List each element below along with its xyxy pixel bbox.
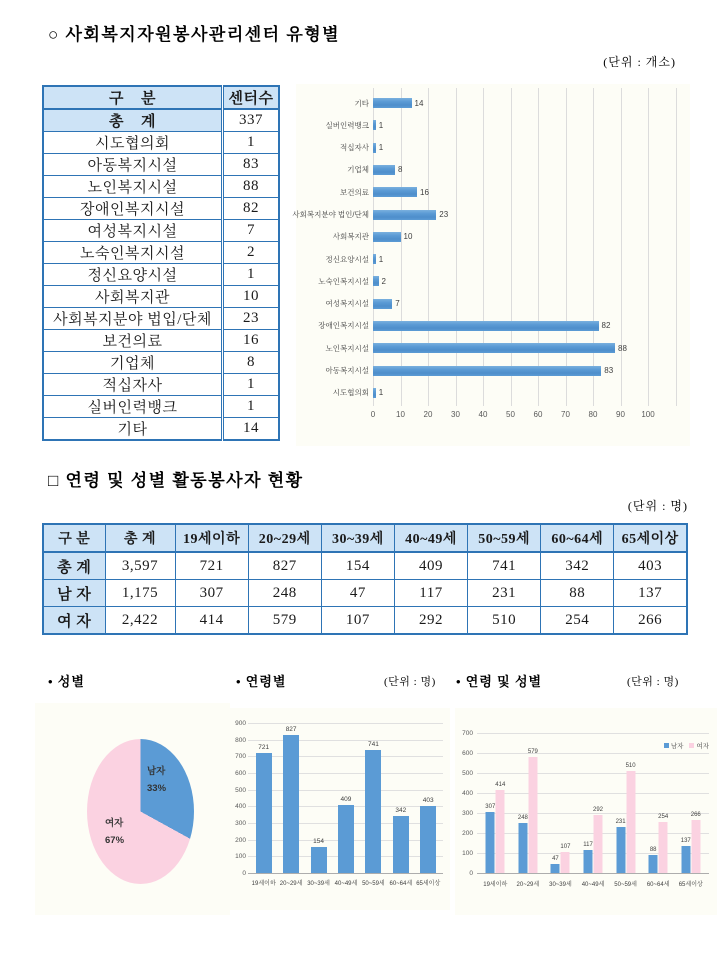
column-header: 40~49세 — [394, 524, 467, 552]
bar — [393, 816, 409, 873]
category-label: 사회복지분야 법인/단체 — [292, 210, 369, 220]
bar — [373, 388, 376, 398]
table-row — [43, 607, 687, 635]
data-label: 409 — [340, 795, 352, 803]
y-axis-tick: 0 — [469, 870, 473, 877]
bar — [583, 841, 593, 873]
cell-value: 579 — [248, 607, 321, 635]
cell-value: 2,422 — [105, 607, 175, 635]
table-row — [43, 374, 279, 396]
x-axis-tick: 60 — [533, 410, 543, 419]
center-type-bar-chart — [292, 84, 690, 446]
total-row-value: 337 — [223, 109, 279, 132]
pie-chart-title: • 성별 — [48, 674, 85, 689]
bar-pair — [680, 811, 701, 873]
data-label: 292 — [593, 806, 604, 813]
table-row — [43, 552, 687, 580]
table-header-row — [43, 524, 687, 552]
slice-percent: 33% — [147, 783, 167, 794]
table-row — [43, 396, 279, 418]
category-label: 50~59세 — [362, 881, 385, 887]
category-label: 여성복지시설 — [325, 299, 369, 309]
table-row — [43, 132, 279, 154]
x-axis-tick: 70 — [561, 410, 570, 419]
category-label: 기업체 — [347, 165, 369, 175]
cell-value: 403 — [614, 552, 687, 580]
bar — [373, 210, 436, 220]
cell-value: 827 — [248, 552, 321, 580]
category-label: 19세이하 — [483, 882, 508, 888]
category-label: 60~64세 — [646, 882, 670, 888]
y-axis-tick: 300 — [462, 810, 473, 817]
pie-slice-label — [147, 763, 166, 797]
y-axis-tick: 0 — [242, 870, 246, 877]
bar-row — [296, 159, 690, 181]
cell-value: 16 — [223, 330, 279, 352]
data-label: 1 — [378, 143, 384, 153]
bar — [256, 753, 272, 873]
center-type-table — [42, 85, 280, 441]
category-label: 적십자사 — [340, 143, 369, 153]
bar-pair — [485, 782, 506, 873]
table-row — [43, 220, 279, 242]
cell-value: 510 — [468, 607, 541, 635]
table-row — [43, 418, 279, 441]
bar — [485, 803, 496, 873]
bar-group — [479, 733, 512, 873]
y-axis-tick: 100 — [462, 850, 473, 857]
data-label: 510 — [625, 763, 636, 769]
bar — [365, 750, 381, 874]
grouped-chart-unit-label: (단위 : 명) — [627, 676, 679, 688]
category-label: 시도협의회 — [332, 388, 369, 398]
category-label: 30~39세 — [307, 881, 330, 887]
row-label: 총 계 — [43, 552, 105, 580]
bar-columns — [250, 723, 442, 873]
section1-title: ○ 사회복지자원봉사관리센터 유형별 — [48, 25, 341, 44]
cell-value: 10 — [223, 286, 279, 308]
bar — [420, 806, 436, 873]
category-label: 아동복지시설 — [325, 366, 369, 376]
bar — [373, 143, 376, 153]
y-axis-tick: 700 — [235, 753, 246, 761]
age-chart-title: • 연령별 — [236, 674, 287, 689]
pie — [87, 739, 194, 884]
y-axis-tick: 200 — [235, 836, 246, 844]
data-label: 47 — [552, 855, 559, 862]
cell-value: 409 — [394, 552, 467, 580]
table-row — [43, 154, 279, 176]
age-bar-chart — [228, 708, 450, 910]
bar-row — [296, 270, 690, 292]
cell-value: 1 — [223, 132, 279, 154]
bar — [517, 815, 528, 873]
bar-column — [387, 723, 414, 873]
data-label: 414 — [495, 782, 506, 789]
column-header: 65세이상 — [614, 524, 687, 552]
table-row — [43, 198, 279, 220]
data-label: 741 — [367, 740, 379, 748]
bar-row — [296, 359, 690, 381]
age-chart-unit-label: (단위 : 명) — [384, 676, 436, 688]
legend-label: 남자 — [670, 743, 684, 750]
x-axis-tick: 0 — [370, 410, 376, 419]
age-gender-table — [42, 523, 688, 635]
bar-rows — [292, 92, 690, 404]
grouped-chart-title: • 연령 및 성별 — [456, 674, 543, 689]
data-label: 1 — [378, 120, 384, 130]
bar-pair — [517, 749, 538, 873]
category-label: 기타 — [354, 98, 369, 108]
data-label: 107 — [560, 843, 571, 850]
data-label: 1 — [378, 388, 384, 398]
category-label: 30~39세 — [549, 882, 572, 888]
table-header-row — [43, 86, 279, 109]
table-row — [43, 286, 279, 308]
row-label: 여성복지시설 — [43, 220, 223, 242]
cell-value: 83 — [223, 154, 279, 176]
column-header: 20~29세 — [248, 524, 321, 552]
bar-pair — [583, 806, 604, 873]
row-label: 남 자 — [43, 580, 105, 607]
x-axis-tick: 20 — [423, 410, 433, 419]
table-row — [43, 176, 279, 198]
x-axis-tick: 30 — [451, 410, 460, 419]
y-axis-tick: 100 — [235, 853, 246, 861]
column-header: 센터수 — [223, 86, 279, 109]
category-label: 40~49세 — [581, 882, 605, 888]
data-label: 117 — [583, 841, 593, 848]
data-label: 1 — [378, 254, 384, 264]
category-label: 보건의료 — [340, 187, 369, 197]
bar — [373, 98, 412, 108]
data-label: 83 — [604, 366, 614, 376]
y-axis-tick: 500 — [462, 770, 473, 777]
category-label: 60~64세 — [389, 881, 413, 887]
category-labels — [250, 878, 442, 887]
bar — [373, 254, 376, 264]
row-label: 정신요양시설 — [43, 264, 223, 286]
cell-value: 14 — [223, 418, 279, 441]
bar-column — [360, 723, 387, 873]
x-axis-tick: 80 — [588, 410, 598, 419]
cell-value: 107 — [321, 607, 394, 635]
data-label: 137 — [680, 837, 691, 844]
category-label: 40~49세 — [334, 881, 358, 887]
cell-value: 342 — [541, 552, 614, 580]
bar — [649, 847, 658, 873]
bar-group — [642, 733, 675, 873]
bar-pair — [551, 843, 571, 873]
row-label: 기타 — [43, 418, 223, 441]
cell-value: 82 — [223, 198, 279, 220]
y-axis-tick: 600 — [235, 770, 246, 777]
cell-value: 741 — [468, 552, 541, 580]
bar — [373, 232, 401, 242]
data-label: 307 — [485, 803, 496, 810]
row-label: 아동복지시설 — [43, 154, 223, 176]
row-label: 장애인복지시설 — [43, 198, 223, 220]
bar — [373, 276, 379, 286]
cell-value: 3,597 — [105, 552, 175, 580]
bar — [373, 343, 615, 353]
data-label: 266 — [690, 811, 701, 818]
category-label: 19세이하 — [251, 881, 276, 887]
category-label: 정신요양시설 — [325, 254, 369, 264]
category-label: 50~59세 — [614, 882, 637, 888]
cell-value: 1 — [223, 264, 279, 286]
y-axis-tick: 700 — [462, 730, 473, 737]
table-row — [43, 580, 687, 607]
column-header: 구 분 — [43, 86, 223, 109]
bar-row — [296, 315, 690, 337]
bar-column — [305, 723, 332, 873]
y-axis-tick: 600 — [462, 750, 473, 757]
category-label: 65세이상 — [678, 882, 703, 888]
bar — [551, 855, 560, 873]
data-label: 342 — [395, 807, 407, 814]
cell-value: 292 — [394, 607, 467, 635]
cell-value: 88 — [541, 580, 614, 607]
bar — [680, 837, 691, 873]
bar — [495, 782, 506, 873]
bar — [373, 366, 601, 376]
row-label: 기업체 — [43, 352, 223, 374]
gridline — [248, 873, 443, 874]
total-row — [43, 109, 279, 132]
cell-value: 23 — [223, 308, 279, 330]
bar — [373, 321, 599, 331]
pie-slice-label — [105, 815, 124, 849]
bar-row — [296, 382, 690, 404]
row-label: 노숙인복지시설 — [43, 242, 223, 264]
cell-value: 8 — [223, 352, 279, 374]
cell-value: 137 — [614, 580, 687, 607]
legend-label: 여자 — [696, 743, 709, 750]
cell-value: 1 — [223, 374, 279, 396]
y-axis-tick: 800 — [235, 736, 246, 744]
bar — [373, 120, 376, 130]
bar-row — [296, 137, 690, 159]
row-label: 사회복지관 — [43, 286, 223, 308]
bar — [593, 806, 604, 873]
cell-value: 88 — [223, 176, 279, 198]
bar-group — [674, 733, 707, 873]
data-label: 721 — [258, 743, 270, 751]
bar — [373, 299, 392, 309]
x-axis-tick: 40 — [478, 410, 488, 419]
data-label: 23 — [439, 210, 449, 220]
cell-value: 414 — [175, 607, 248, 635]
bar — [527, 749, 538, 873]
y-axis-tick: 200 — [462, 830, 473, 837]
bar-pair — [615, 763, 636, 873]
bar-row — [296, 337, 690, 359]
bar-row — [296, 114, 690, 136]
bar — [311, 847, 327, 873]
data-label: 827 — [285, 726, 297, 734]
y-axis-tick: 400 — [235, 803, 246, 811]
bar-column — [415, 723, 442, 873]
table-row — [43, 352, 279, 374]
data-label: 248 — [517, 815, 528, 822]
bar — [283, 735, 299, 873]
data-label: 7 — [395, 299, 400, 309]
category-label: 사회복지관 — [332, 232, 369, 242]
gender-pie-chart — [35, 703, 230, 915]
category-labels — [479, 879, 707, 888]
category-label: 장애인복지시설 — [318, 321, 369, 331]
bar-group — [609, 733, 642, 873]
column-header: 구 분 — [43, 524, 105, 552]
x-axis-tick: 50 — [506, 410, 515, 419]
bar-column — [277, 723, 304, 873]
bar — [338, 805, 354, 873]
cell-value: 154 — [321, 552, 394, 580]
row-label: 적십자사 — [43, 374, 223, 396]
column-header: 60~64세 — [541, 524, 614, 552]
bar-group — [544, 733, 577, 873]
cell-value: 7 — [223, 220, 279, 242]
bar-row — [296, 226, 690, 248]
data-label: 231 — [615, 818, 626, 825]
bar-row — [296, 293, 690, 315]
row-label: 노인복지시설 — [43, 176, 223, 198]
cell-value: 254 — [541, 607, 614, 635]
cell-value: 231 — [468, 580, 541, 607]
row-label: 시도협의회 — [43, 132, 223, 154]
column-header: 19세이하 — [175, 524, 248, 552]
bar — [690, 811, 701, 873]
y-axis-tick: 400 — [462, 790, 473, 797]
y-axis-tick: 300 — [235, 820, 246, 827]
cell-value: 1 — [223, 396, 279, 418]
cell-value: 248 — [248, 580, 321, 607]
category-label: 20~29세 — [516, 882, 540, 888]
bar-row — [296, 181, 690, 203]
category-label: 65세이상 — [416, 881, 441, 887]
category-label: 노인복지시설 — [325, 343, 369, 353]
y-axis-tick: 900 — [235, 720, 246, 727]
data-label: 154 — [313, 838, 324, 846]
bar-pair — [649, 814, 669, 873]
data-label: 579 — [527, 749, 538, 756]
table-row — [43, 308, 279, 330]
bar — [658, 814, 669, 873]
row-label: 실버인력뱅크 — [43, 396, 223, 418]
bar-row — [296, 92, 690, 114]
slice-name: 남자 — [147, 766, 166, 777]
section2-title: □ 연령 및 성별 활동봉사자 현황 — [48, 471, 304, 490]
gridline — [477, 873, 709, 874]
bar — [373, 187, 417, 197]
bar-column — [250, 723, 277, 873]
x-axis-tick: 100 — [641, 410, 655, 419]
data-label: 10 — [403, 232, 413, 242]
section2-unit-label: (단위 : 명) — [627, 499, 688, 513]
cell-value: 307 — [175, 580, 248, 607]
bar — [625, 763, 636, 873]
cell-value: 266 — [614, 607, 687, 635]
section1-unit-label: (단위 : 개소) — [603, 55, 676, 69]
column-header: 총 계 — [105, 524, 175, 552]
row-label: 사회복지분야 법입/단체 — [43, 308, 223, 330]
category-label: 20~29세 — [279, 881, 303, 887]
column-header: 50~59세 — [468, 524, 541, 552]
category-label: 실버인력뱅크 — [325, 120, 369, 130]
slice-percent: 67% — [105, 835, 125, 846]
bar-row — [296, 248, 690, 270]
data-label: 14 — [414, 98, 424, 108]
table-row — [43, 242, 279, 264]
data-label: 403 — [422, 796, 434, 804]
column-header: 30~39세 — [321, 524, 394, 552]
cell-value: 1,175 — [105, 580, 175, 607]
bar-group — [577, 733, 610, 873]
data-label: 88 — [649, 847, 657, 854]
bar — [373, 165, 395, 175]
x-axis-tick: 10 — [396, 410, 405, 419]
bar — [615, 818, 626, 873]
total-row-label: 총 계 — [43, 109, 223, 132]
bar-columns — [479, 733, 707, 873]
row-label: 보건의료 — [43, 330, 223, 352]
bar-group — [512, 733, 545, 873]
table-row — [43, 264, 279, 286]
data-label: 8 — [398, 165, 403, 175]
cell-value: 117 — [394, 580, 467, 607]
cell-value: 47 — [321, 580, 394, 607]
bar-row — [292, 203, 690, 225]
x-axis-tick: 90 — [616, 410, 625, 419]
data-label: 254 — [658, 814, 669, 821]
data-label: 82 — [601, 321, 611, 331]
age-gender-grouped-chart — [455, 708, 717, 915]
bar-column — [332, 723, 359, 873]
data-label: 2 — [381, 276, 386, 286]
row-label: 여 자 — [43, 607, 105, 635]
category-label: 노숙인복지시설 — [318, 276, 369, 286]
data-label: 88 — [618, 343, 627, 353]
data-label: 16 — [420, 187, 429, 197]
cell-value: 721 — [175, 552, 248, 580]
y-axis-tick: 500 — [235, 786, 246, 794]
table-row — [43, 330, 279, 352]
slice-name: 여자 — [105, 818, 124, 829]
cell-value: 2 — [223, 242, 279, 264]
bar — [560, 843, 571, 873]
